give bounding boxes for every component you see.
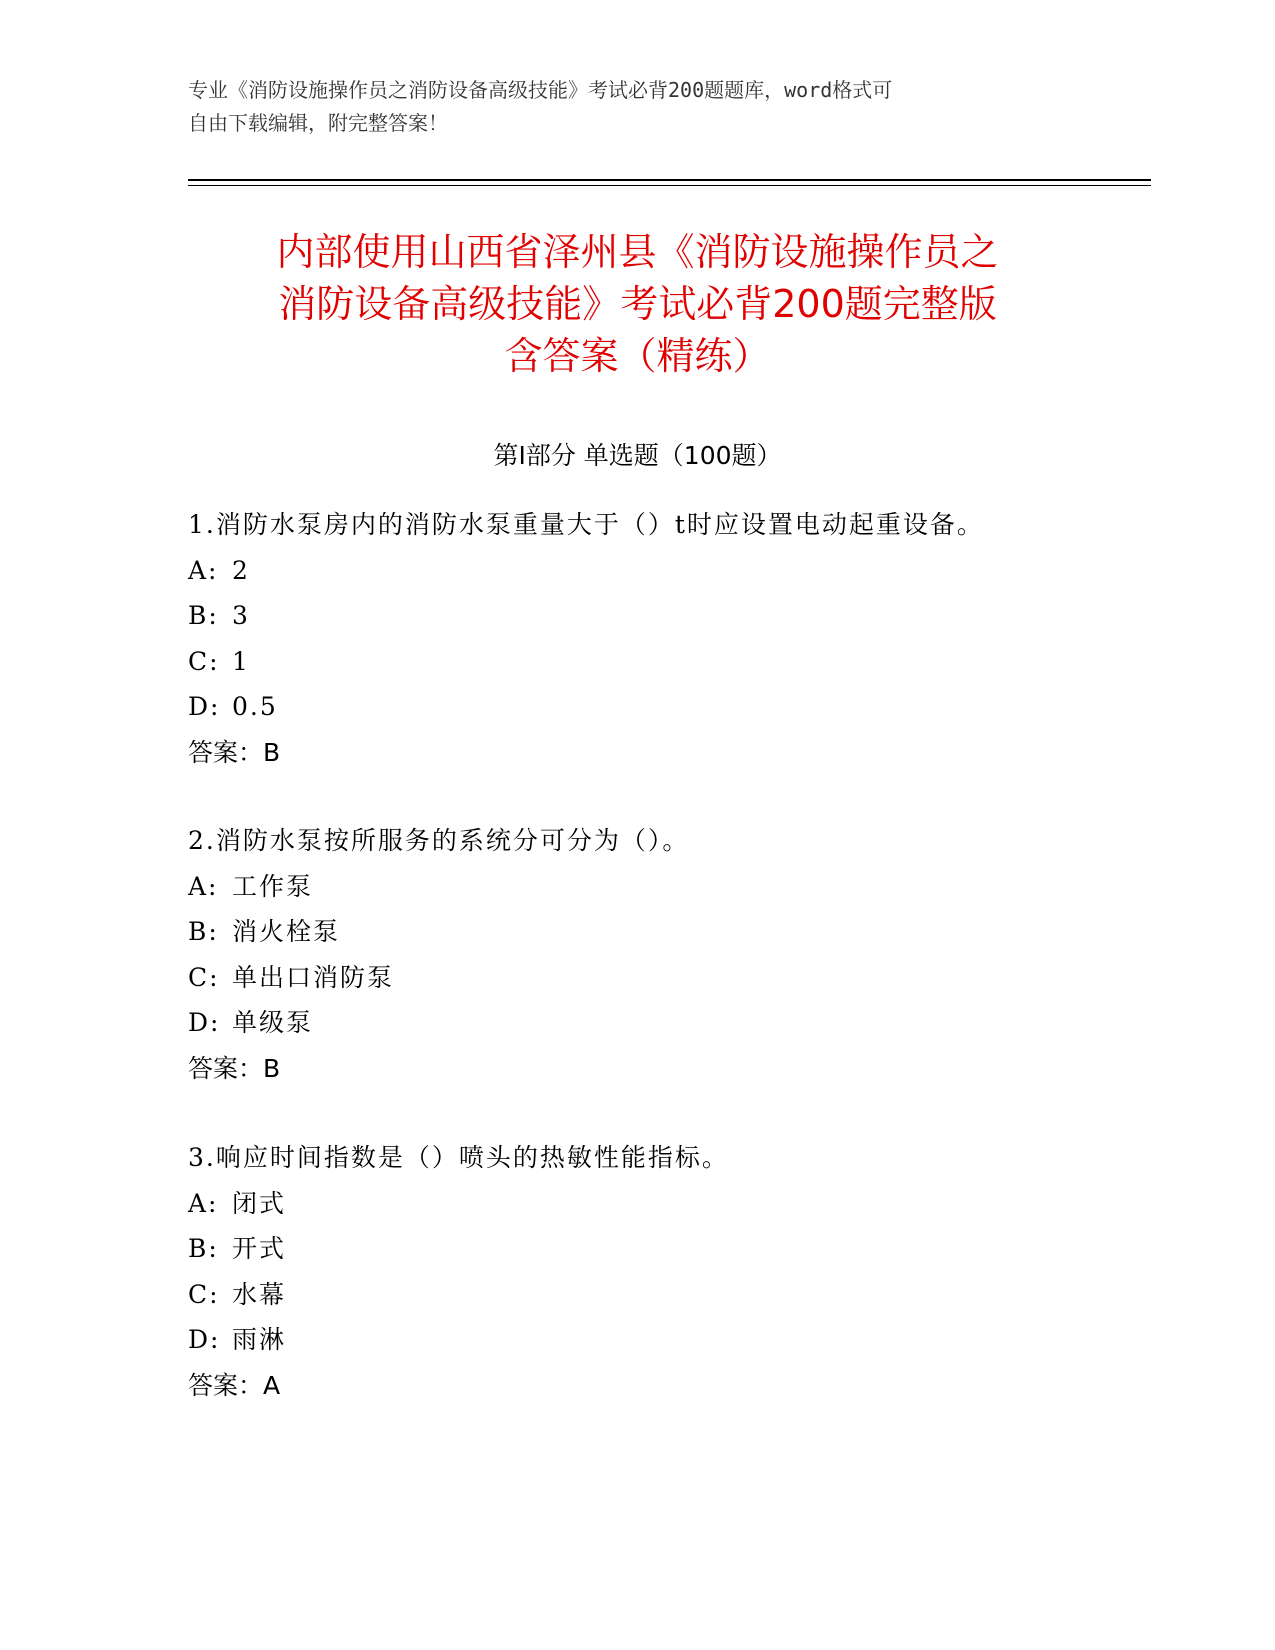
question-stem: 1.消防水泵房内的消防水泵重量大于（）t时应设置电动起重设备。 bbox=[188, 510, 984, 539]
question-stem: 2.消防水泵按所服务的系统分可分为（）。 bbox=[188, 826, 690, 855]
option-key: C: bbox=[188, 646, 220, 676]
option-c bbox=[188, 639, 1148, 685]
option-key: C: bbox=[188, 1279, 220, 1309]
option-key: B: bbox=[188, 601, 219, 630]
header-divider-thin bbox=[188, 185, 1151, 186]
option-text: 水幕 bbox=[232, 1279, 287, 1309]
header-note-line-1: 专业《消防设施操作员之消防设备高级技能》考试必背200题题库，word格式可 bbox=[188, 78, 893, 102]
option-a bbox=[188, 548, 1148, 594]
option-d bbox=[188, 1317, 1148, 1363]
header-note-line-2: 自由下载编辑，附完整答案！ bbox=[188, 111, 448, 135]
option-text: 单级泵 bbox=[232, 1008, 314, 1037]
option-key: D: bbox=[188, 692, 221, 721]
document-title-line-1: 内部使用山西省泽州县《消防设施操作员之 bbox=[276, 230, 999, 274]
option-text: 工作泵 bbox=[232, 871, 314, 901]
option-c bbox=[188, 955, 1148, 1001]
option-text: 消火栓泵 bbox=[232, 917, 341, 946]
option-key: D: bbox=[188, 1325, 221, 1354]
option-a bbox=[188, 864, 1148, 910]
option-text: 0.5 bbox=[232, 692, 278, 721]
header-divider-thick bbox=[188, 179, 1151, 181]
section-title: 第Ⅰ部分 单选题（100题） bbox=[493, 441, 782, 470]
option-text: 开式 bbox=[232, 1234, 287, 1263]
option-text: 单出口消防泵 bbox=[232, 962, 395, 992]
option-key: C: bbox=[188, 962, 220, 992]
option-text: 2 bbox=[232, 555, 250, 585]
document-title-line-3: 含答案（精练） bbox=[504, 334, 771, 378]
option-text: 雨淋 bbox=[232, 1325, 287, 1354]
document-title bbox=[150, 226, 1125, 382]
option-text: 1 bbox=[232, 646, 250, 676]
option-key: A: bbox=[188, 871, 219, 901]
option-key: A: bbox=[188, 1188, 219, 1218]
question-2 bbox=[188, 818, 1148, 1091]
option-d bbox=[188, 1000, 1148, 1046]
option-text: 3 bbox=[232, 601, 250, 630]
option-key: B: bbox=[188, 917, 219, 946]
option-b bbox=[188, 909, 1148, 955]
option-d bbox=[188, 684, 1148, 730]
question-1 bbox=[188, 502, 1148, 775]
document-title-line-2: 消防设备高级技能》考试必背200题完整版 bbox=[278, 282, 997, 326]
option-key: B: bbox=[188, 1234, 219, 1263]
option-a bbox=[188, 1181, 1148, 1227]
option-key: D: bbox=[188, 1008, 221, 1037]
answer: 答案：A bbox=[188, 1370, 281, 1400]
option-b bbox=[188, 1226, 1148, 1272]
answer: 答案：B bbox=[188, 737, 281, 767]
question-stem: 3.响应时间指数是（）喷头的热敏性能指标。 bbox=[188, 1143, 729, 1172]
answer: 答案：B bbox=[188, 1053, 281, 1083]
option-text: 闭式 bbox=[232, 1188, 287, 1218]
option-b bbox=[188, 593, 1148, 639]
header-note bbox=[188, 74, 1088, 140]
option-c bbox=[188, 1272, 1148, 1318]
question-3 bbox=[188, 1135, 1148, 1408]
option-key: A: bbox=[188, 555, 219, 585]
